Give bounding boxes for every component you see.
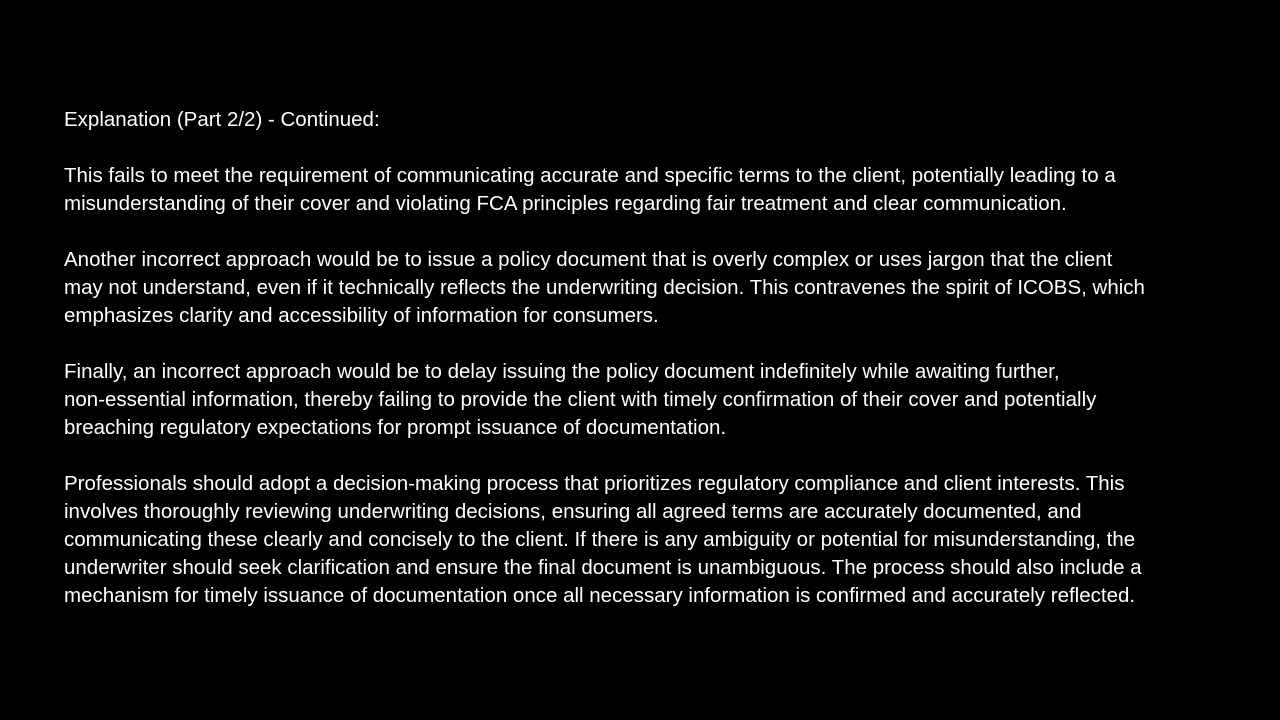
paragraph-line: Finally, an incorrect approach would be to delay issuing the policy document indefinitely while awaiting further, (64, 360, 1060, 383)
paragraph-line: misunderstanding of their cover and violating FCA principles regarding fair treatment and clear communication. (64, 192, 1067, 215)
paragraph-line: breaching regulatory expectations for prompt issuance of documentation. (64, 416, 727, 439)
paragraph-line: This fails to meet the requirement of communicating accurate and specific terms to the client, potentially leading to a (64, 164, 1116, 187)
paragraph-line: Professionals should adopt a decision-making process that prioritizes regulatory compliance and client interests. This (64, 472, 1125, 495)
paragraph-line: underwriter should seek clarification and ensure the final document is unambiguous. The process should also include a (64, 556, 1142, 579)
paragraph-line: mechanism for timely issuance of documentation once all necessary information is confirmed and accurately reflected. (64, 584, 1136, 607)
paragraph-3 (64, 358, 1224, 442)
paragraph-line: Another incorrect approach would be to issue a policy document that is overly complex or uses jargon that the client (64, 248, 1113, 271)
paragraph-2 (64, 246, 1224, 330)
paragraph-1 (64, 162, 1224, 218)
paragraph-line: non-essential information, thereby failing to provide the client with timely confirmation of their cover and potentially (64, 388, 1097, 411)
paragraph-line: emphasizes clarity and accessibility of information for consumers. (64, 304, 659, 327)
section-heading: Explanation (Part 2/2) - Continued: (64, 108, 380, 131)
paragraph-line: may not understand, even if it technically reflects the underwriting decision. This contravenes the spirit of ICOBS, which (64, 276, 1145, 299)
paragraph-line: communicating these clearly and concisely to the client. If there is any ambiguity or potential for misunderstanding, the (64, 528, 1136, 551)
paragraph-4 (64, 470, 1224, 610)
explanation-content (64, 106, 1224, 638)
paragraph-line: involves thoroughly reviewing underwriting decisions, ensuring all agreed terms are accurately documented, and (64, 500, 1082, 523)
